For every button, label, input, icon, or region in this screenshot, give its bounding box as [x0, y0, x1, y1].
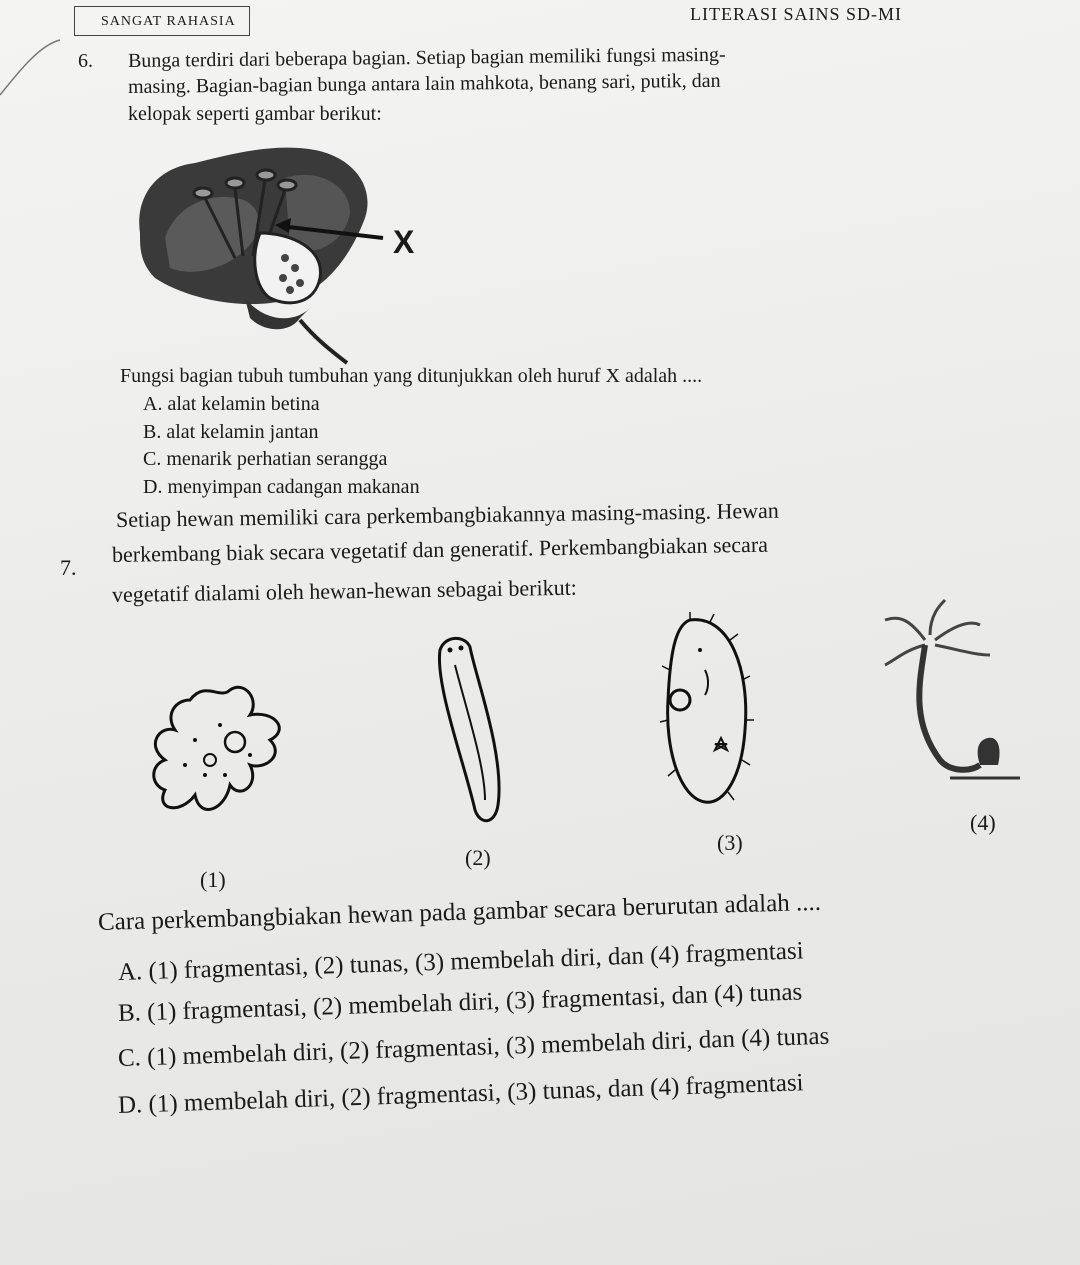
q6-line-2: masing. Bagian-bagian bunga antara lain mahkota, benang sari, putik, dan — [127, 69, 721, 98]
q6-line-1: Bunga terdiri dari beberapa bagian. Setiap bagian memiliki fungsi masing- — [127, 43, 726, 72]
q7-line-3: vegetatif dialami oleh hewan-hewan sebagai berikut: — [111, 574, 578, 607]
figure-label-4: (4) — [970, 810, 996, 835]
q7-option-a: A. (1) fragmentasi, (2) tunas, (3) membelah diri, dan (4) fragmentasi — [117, 937, 804, 986]
amoeba-illustration — [150, 680, 290, 830]
q7-option-b: B. (1) fragmentasi, (2) membelah diri, (3) fragmentasi, dan (4) tunas — [117, 978, 803, 1027]
q7-option-c: C. (1) membelah diri, (2) fragmentasi, (3) membelah diri, dan (4) tunas — [117, 1022, 830, 1072]
figure-label-1: (1) — [200, 867, 226, 892]
hydra-illustration — [880, 600, 1020, 790]
q6-number: 6. — [78, 50, 93, 72]
q6-option-d: D. menyimpan cadangan makanan — [143, 476, 420, 498]
paramecium-illustration — [650, 610, 760, 810]
q7-option-d: D. (1) membelah diri, (2) fragmentasi, (3) tunas, dan (4) fragmentasi — [117, 1069, 804, 1119]
q7-question: Cara perkembangbiakan hewan pada gambar secara berurutan adalah .... — [97, 888, 822, 936]
q6-option-b: B. alat kelamin jantan — [143, 421, 319, 443]
q6-question: Fungsi bagian tubuh tumbuhan yang ditunjukkan oleh huruf X adalah .... — [120, 365, 703, 387]
figure-label-3: (3) — [717, 830, 743, 855]
q6-option-c: C. menarik perhatian serangga — [143, 448, 388, 470]
figure-label-x: X — [393, 224, 415, 260]
q7-line-1: Setiap hewan memiliki cara perkembangbiakannya masing-masing. Hewan — [115, 497, 779, 532]
flower-illustration — [125, 138, 425, 363]
confidential-badge: SANGAT RAHASIA — [74, 6, 250, 36]
figure-label-2: (2) — [465, 845, 491, 870]
header-title: LITERASI SAINS SD-MI — [690, 4, 903, 24]
q7-line-2: berkembang biak secara vegetatif dan generatif. Perkembangbiakan secara — [111, 531, 769, 567]
q6-option-a: A. alat kelamin betina — [143, 393, 320, 415]
q7-number: 7. — [60, 555, 77, 580]
planaria-illustration — [430, 635, 510, 825]
q6-line-3: kelopak seperti gambar berikut: — [128, 103, 382, 125]
